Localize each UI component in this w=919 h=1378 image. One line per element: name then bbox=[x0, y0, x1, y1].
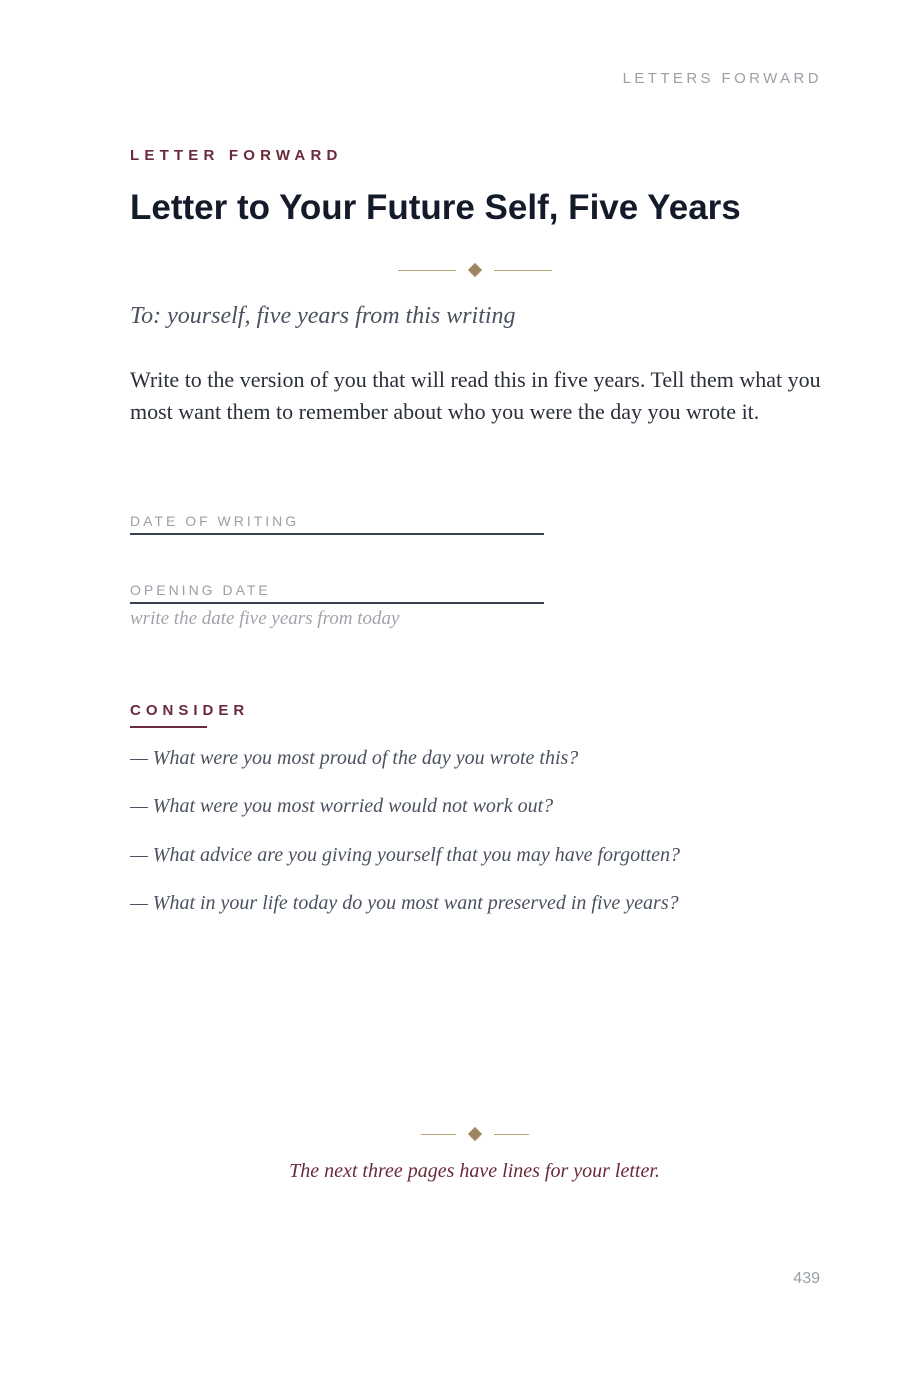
opening-date-hint: write the date five years from today bbox=[130, 608, 400, 629]
page-number: 439 bbox=[793, 1270, 820, 1287]
date-of-writing-field[interactable] bbox=[130, 513, 544, 535]
consider-question: — What advice are you giving yourself that you may have forgotten? bbox=[130, 844, 681, 866]
section-kicker: LETTER FORWARD bbox=[130, 147, 343, 164]
ornament-divider bbox=[421, 1128, 529, 1142]
recipient-line: To: yourself, five years from this writing bbox=[130, 303, 516, 329]
date-of-writing-label: DATE OF WRITING bbox=[130, 513, 300, 529]
writing-prompt: Write to the version of you that will read this in five years. Tell them what you most want them to remember about who you were the day you wrote it. bbox=[130, 367, 821, 424]
consider-question: — What were you most proud of the day you wrote this? bbox=[130, 747, 579, 769]
opening-date-field[interactable] bbox=[130, 582, 544, 604]
diamond-icon bbox=[468, 1127, 482, 1141]
running-head: LETTERS FORWARD bbox=[622, 70, 822, 87]
divider-line bbox=[398, 270, 456, 271]
consider-question: — What were you most worried would not work out? bbox=[130, 795, 554, 817]
diamond-icon bbox=[468, 263, 482, 277]
consider-question: — What in your life today do you most want preserved in five years? bbox=[130, 892, 679, 914]
consider-heading: CONSIDER bbox=[130, 702, 250, 719]
consider-underline bbox=[130, 726, 207, 728]
opening-date-label: OPENING DATE bbox=[130, 582, 271, 598]
ornament-divider bbox=[398, 264, 552, 278]
divider-line bbox=[494, 270, 552, 271]
divider-line bbox=[494, 1134, 529, 1135]
closing-note: The next three pages have lines for your letter. bbox=[289, 1160, 660, 1182]
page-title: Letter to Your Future Self, Five Years bbox=[130, 188, 741, 227]
divider-line bbox=[421, 1134, 456, 1135]
